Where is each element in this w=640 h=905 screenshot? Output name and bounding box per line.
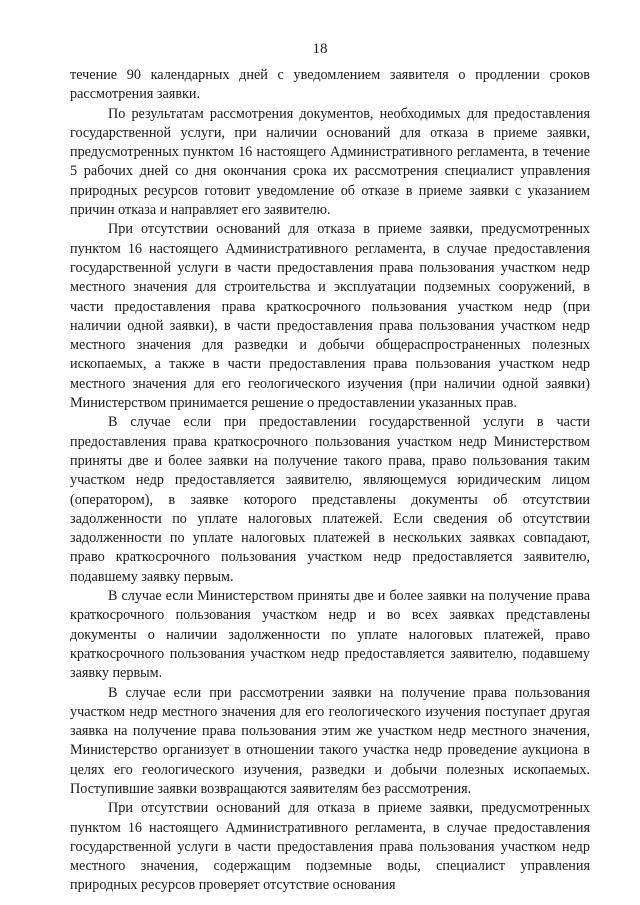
paragraph-groundwater: При отсутствии оснований для отказа в приеме заявки, предусмотренных пунктом 16 настоящего Административного регламента, в случае предоставления государственной услуги в части предоставления права пользования участком недр местного значения, содержащим подземные воды, специалист управления природных ресурсов проверяет отсутствие основания [70, 800, 590, 894]
paragraph-multiple-applications-operator: В случае если при предоставлении государственной услуги в части предоставления права краткосрочного пользования участком недр Министерством приняты две и более заявки на получение такого права, право пользования таким участком недр предоставляется заявителю, являющемуся юридическим лицом (оператором), в заявке которого представлены документы об отсутствии задолженности по уплате налоговых платежей. Если сведения об отсутствии задолженности по уплате налоговых платежей в нескольких заявках совпадают, право краткосрочного пользования участком недр предоставляется заявителю, подавшему заявку первым. [70, 414, 590, 585]
document-body [70, 66, 590, 896]
paragraph-continuation: течение 90 календарных дней с уведомлением заявителя о продлении сроков рассмотрения заявки. [70, 67, 590, 103]
paragraph-auction: В случае если при рассмотрении заявки на получение права пользования участком недр местного значения для его геологического изучения поступает другая заявка на получение права пользования этим же участком недр местного значения, Министерство организует в отношении такого участка недр проведение аукциона в целях его геологического изучения, разведки и добычи полезных ископаемых. Поступившие заявки возвращаются заявителям без рассмотрения. [70, 684, 590, 797]
paragraph-decision-granting-rights: При отсутствии оснований для отказа в приеме заявки, предусмотренных пунктом 16 настоящего Административного регламента, в случае предоставления государственной услуги в части предоставления права пользования участком недр местного значения для строительства и эксплуатации подземных сооружений, в части предоставления права краткосрочного пользования участком недр (при наличии одной заявки), в части предоставления права пользования участком недр местного значения для разведки и добычи общераспространенных полезных ископаемых, а также в части предоставления права пользования участком недр местного значения для его геологического изучения (при наличии одной заявки) Министерством принимается решение о предоставлении указанных прав. [70, 221, 590, 412]
paragraph-refusal-notice: По результатам рассмотрения документов, необходимых для предоставления государственной услуги, при наличии оснований для отказа в приеме заявки, предусмотренных пунктом 16 настоящего Административного регламента, в течение 5 рабочих дней со дня окончания срока их рассмотрения специалист управления природных ресурсов готовит уведомление об отказе в приеме заявки с указанием причин отказа и направляет его заявителю. [70, 105, 590, 219]
paragraph-multiple-applications-debt: В случае если Министерством приняты две и более заявки на получение права краткосрочного пользования участком недр и во всех заявках представлены документы о наличии задолженности по уплате налоговых платежей, право краткосрочного пользования участком недр предоставляется заявителю, подавшему заявку первым. [70, 588, 590, 682]
page-number: 18 [312, 41, 328, 57]
